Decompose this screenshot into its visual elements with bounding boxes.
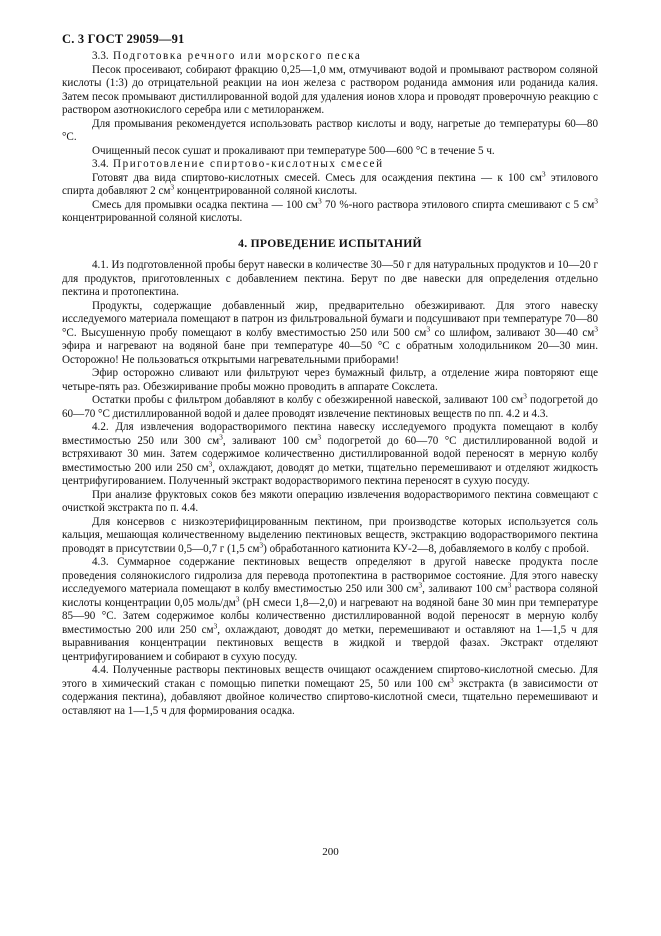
section-title: 4. ПРОВЕДЕНИЕ ИСПЫТАНИЙ <box>238 236 422 250</box>
page-number: 200 <box>322 846 339 858</box>
paragraph: Эфир осторожно сливают или фильтруют через бумажный фильтр, а отделение жира повторяют еще четыре-пять раз. Обезжиривание пробы можно проводить в аппарате Сокслета. <box>62 367 598 393</box>
paragraph: Очищенный песок сушат и прокаливают при температуре 500—600 °С в течение 5 ч. <box>92 144 495 157</box>
paragraph: 4.4. Полученные растворы пектиновых веществ очищают осаждением спиртово-кислотной смесью. Для этого в химический стакан с помощью пипетки помещают 25, 50 или 100 $см^3$ экстракта (в зависимости от содержания пектина), добавляют двойное количество спиртово-кислотной смеси, тщательно перемешивают и оставляют на 1—1,5 ч для формирования осадка. <box>62 664 598 717</box>
subsection-number: 3.3. <box>92 50 109 62</box>
paragraph: Песок просеивают, собирают фракцию 0,25—1,0 мм, отмучивают водой и промывают раствором соляной кислоты (1:3) до отрицательной реакции на ион железа с раствором роданида аммония или роданида калия. Затем песок промывают дистиллированной водой для удаления ионов хлора и проводят проверочную реакцию с раствором азотнокислого серебра или с метилоранжем. <box>62 63 598 116</box>
document-body <box>62 50 598 718</box>
paragraph: Продукты, содержащие добавленный жир, предварительно обезжиривают. Для этого навеску исследуемого материала помещают в патрон из фильтровальной бумаги и подсушивают при температуре 70—80 °С. Высушенную пробу помещают в колбу вместимостью 250 или 500 $см^3$ со шлифом, заливают 30—40 $см^3$ эфира и нагревают на водяной бане при температуре 40—50 °С с обратным холодильником 20—30 мин. Осторожно! Не пользоваться открытыми нагревательными приборами! <box>62 299 599 366</box>
paragraph: Для промывания рекомендуется использовать раствор кислоты и воду, нагретые до температуры 60—80 °С. <box>62 117 598 143</box>
subsection-title: Приготовление спиртово-кислотных смесей <box>113 158 384 170</box>
subsection-number: 3.4. <box>92 158 109 170</box>
subsection-title: Подготовка речного или морского песка <box>113 50 362 62</box>
paragraph: 4.1. Из подготовленной пробы берут навески в количестве 30—50 г для натуральных продуктов и 10—20 г для продуктов, приготовленных с добавлением пектина. Берут по две навески для определения отдельно пектина и протопектина. <box>62 259 598 298</box>
paragraph: Смесь для промывки осадка пектина — 100 $см^3$ 70 %-ного раствора этилового спирта смешивают с 5 $см^3$ концентрированной соляной кислоты. <box>62 195 599 224</box>
paragraph: Готовят два вида спиртово-кислотных смесей. Смесь для осаждения пектина — к 100 $см^3$ этилового спирта добавляют 2 $см^3$ концентрированной соляной кислоты. <box>62 168 598 197</box>
subsection-3-4-heading <box>62 158 598 172</box>
paragraph: 4.3. Суммарное содержание пектиновых веществ определяют в другой навеске продукта после проведения солянокислого гидролиза для перевода протопектина в растворимое состояние. Для этого навеску исследуемого материала помещают в колбу вместимостью 250 или 300 $см^3$, заливают 100 $см^3$ раствора соляной кислоты концентрации 0,05 моль/$дм^3$ (рН смеси 1,8—2,0) и нагревают на водяной бане 30 мин при температуре 85—90 °С. Затем содержимое колбы количественно дистиллированной водой переносят в мерную колбу вместимостью 200 или 250 $см^3$, охлаждают, доводят до метки, перемешивают и оставляют на 1—1,5 ч для выравнивания концентрации пектиновых веществ в жидкой и твердой фазах. Экстракт отделяют центрифугированием и собирают в сухую посуду. <box>62 556 598 663</box>
paragraph: 4.2. Для извлечения водорастворимого пектина навеску исследуемого продукта помещают в колбу вместимостью 250 или 300 $см^3$, заливают 100 $см^3$ подогретой до 60—70 °С дистиллированной водой и встряхивают 30 мин. Затем содержимое количественно дистиллированной водой переносят в мерную колбу вместимостью 200 или 250 $см^3$, охлаждают, доводят до метки, тщательно перемешивают и отделяют жидкость центрифугированием. Полученный экстракт водорастворимого пектина переносят в сухую посуду. <box>62 421 598 487</box>
paragraph: При анализе фруктовых соков без мякоти операцию извлечения водорастворимого пектина совмещают с очисткой экстракта по п. 4.4. <box>62 488 598 514</box>
paragraph: Остатки пробы с фильтром добавляют в колбу с обезжиренной навеской, заливают 100 $см^3$ подогретой до 60—70 °С дистиллированной водой и далее проводят извлечение пектиновых веществ по пп. 4.2 и 4.3. <box>62 391 598 420</box>
subsection-3-3-heading <box>62 50 598 64</box>
document-header: С. 3 ГОСТ 29059—91 <box>62 32 185 46</box>
paragraph: Для консервов с низкоэтерифицированным пектином, при производстве которых используется соль кальция, мешающая количественному выделению пектиновых веществ, экстракцию водорастворимого пектина проводят в присутствии 0,5—0,7 г (1,5 $см^3$) обработанного катионита КУ-2—8, добавляемого в колбу с пробой. <box>62 515 598 555</box>
